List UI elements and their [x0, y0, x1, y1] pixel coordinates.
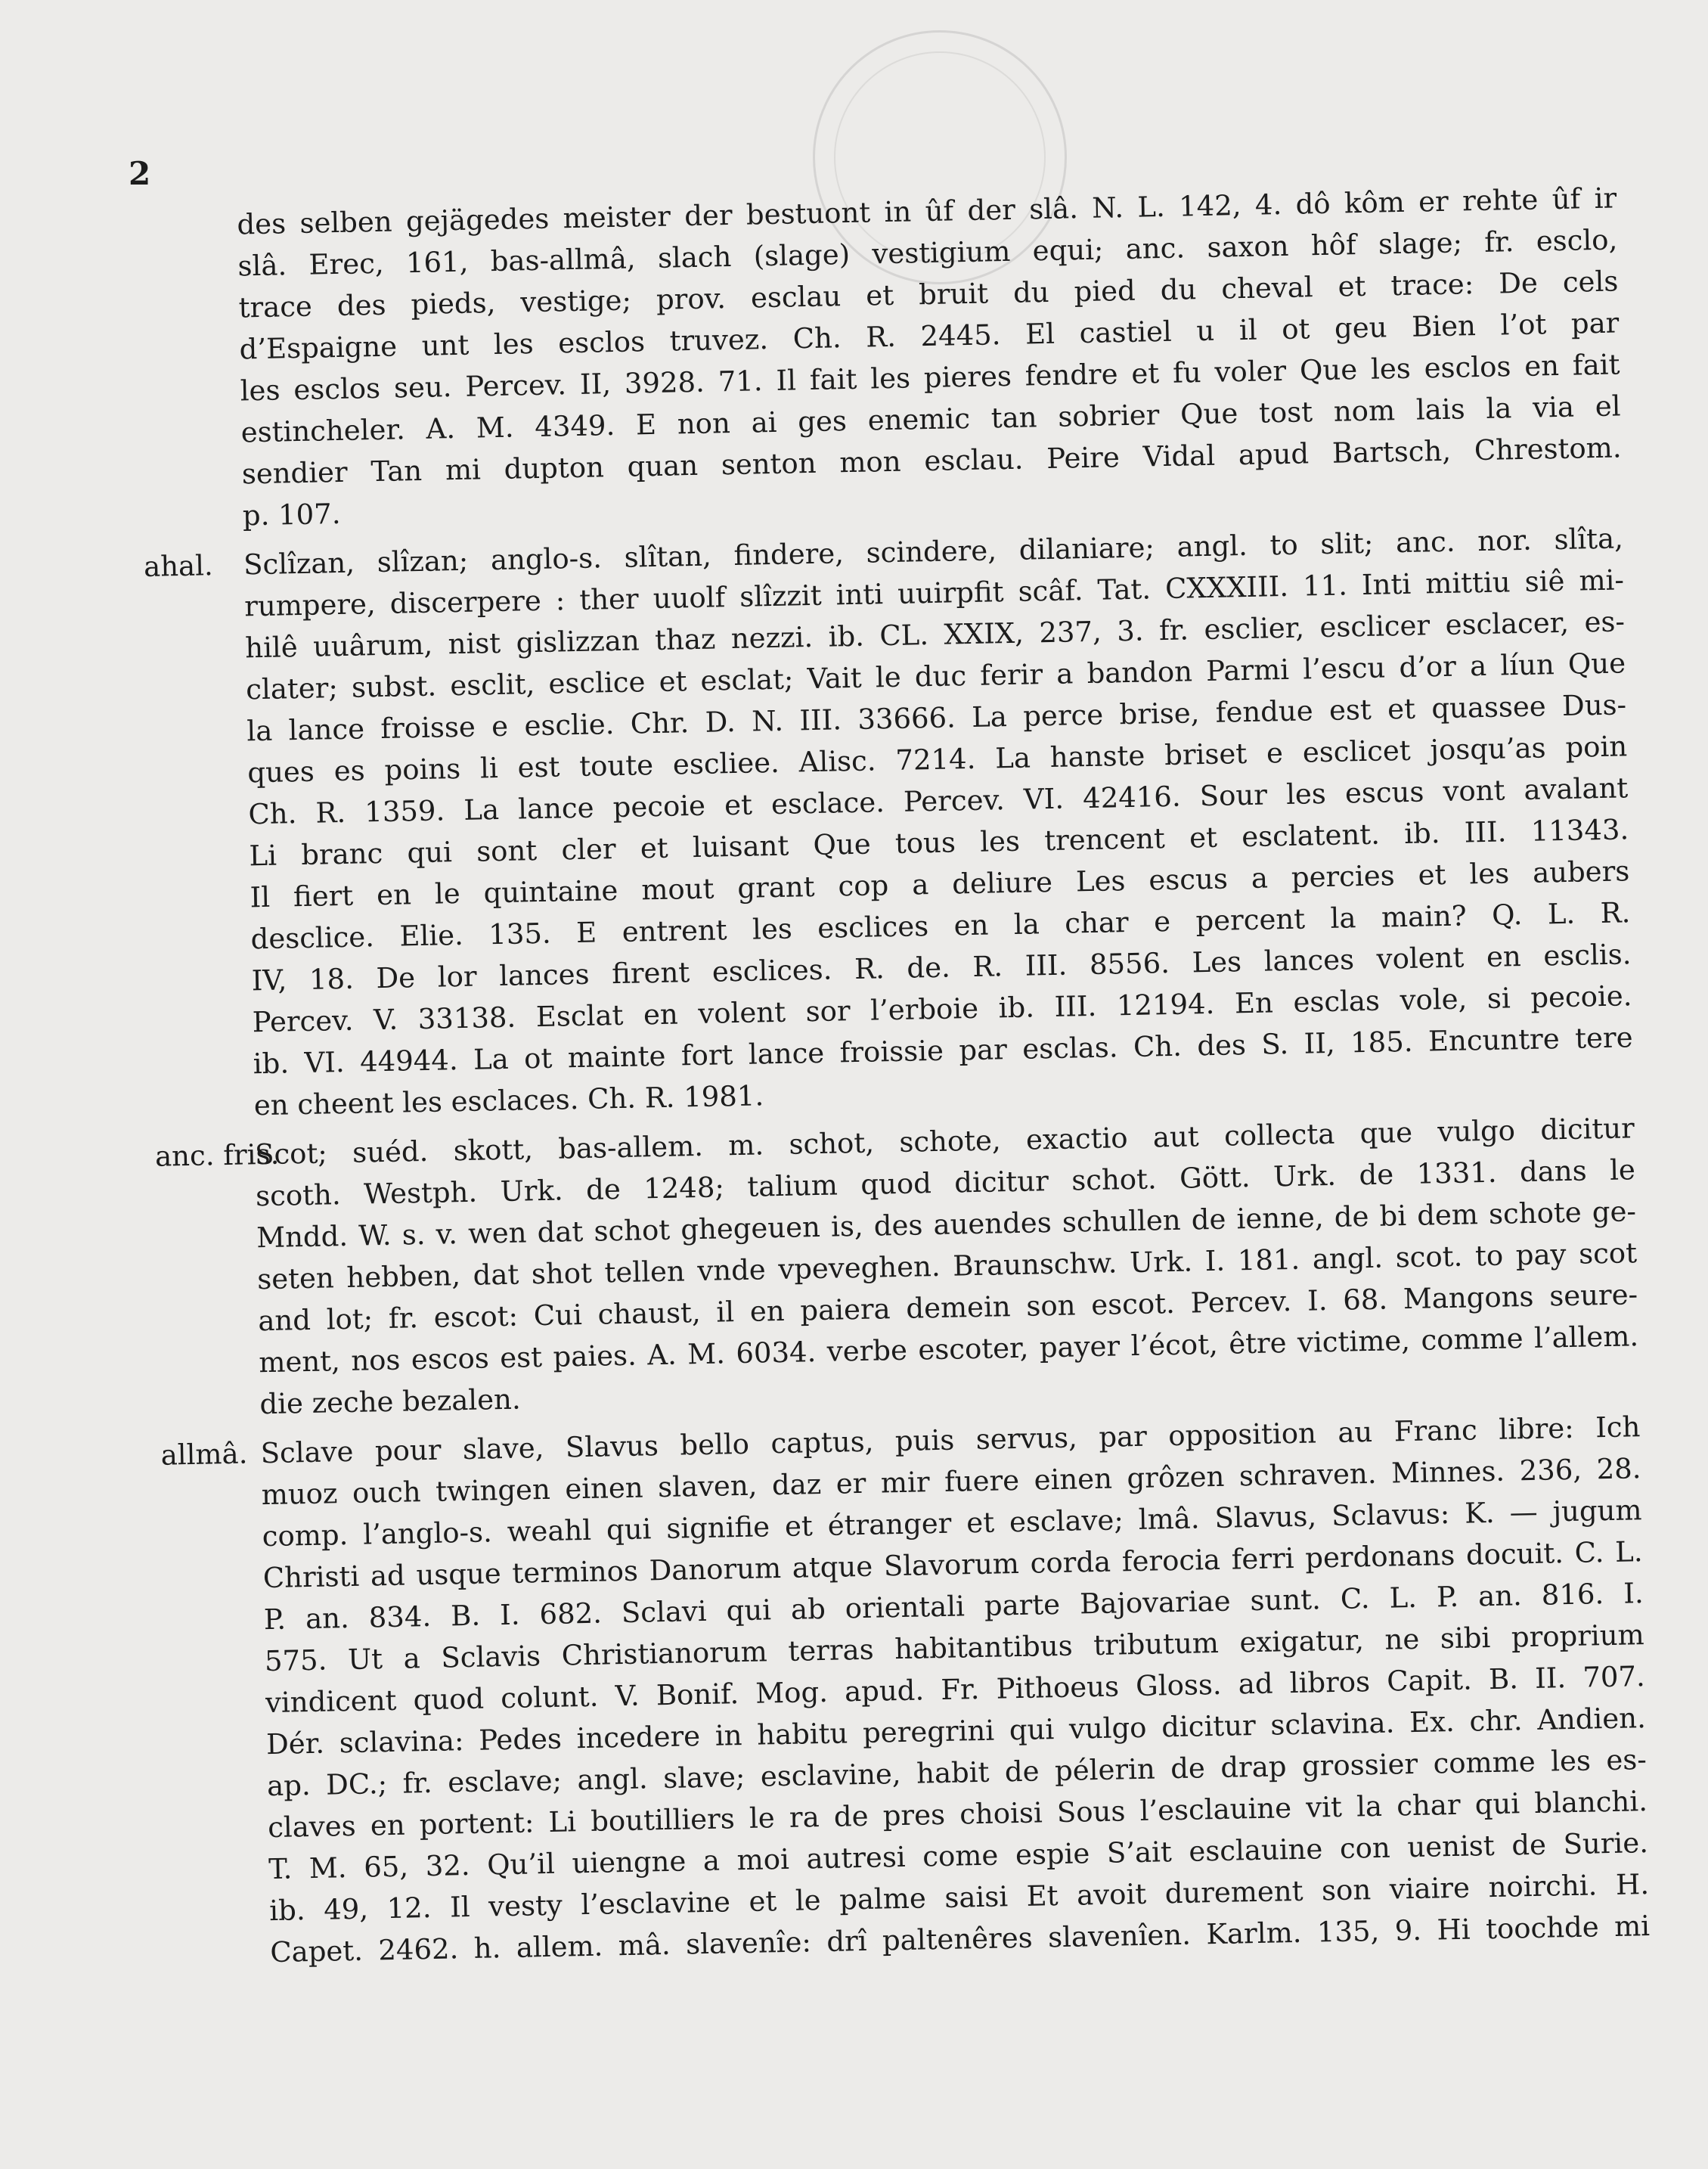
text-line: 575. Ut a Sclavis Christianorum terras habitantibus tributum exigatur, ne sibi proprium: [264, 1618, 1645, 1678]
text-line: des selben gejägedes meister der bestuont in ûf der slâ. N. L. 142, 4. dô kôm er rehte ûf ir: [237, 182, 1617, 241]
text-line: d’Espaigne unt les esclos truvez. Ch. R. 2445. El castiel u il ot geu Bien l’ot par: [239, 306, 1620, 366]
text-line: Christi ad usque terminos Danorum atque Slavorum corda ferocia ferri perdonans docuit. C. L.: [262, 1535, 1643, 1595]
dictionary-entries: [138, 177, 1654, 1975]
text-line: muoz ouch twingen einen slaven, daz er mir fuere einen grôzen schraven. Minnes. 236, 28.: [261, 1452, 1641, 1512]
text-line: estincheler. A. M. 4349. E non ai ges enemic tan sobrier Que tost nom lais la via el: [240, 389, 1621, 449]
text-line: claves en portent: Li boutilliers le ra de pres choisi Sous l’esclauine vit la char qui blanchi.: [267, 1785, 1648, 1845]
text-line: la lance froisse e esclie. Chr. D. N. III. 33666. La perce brise, fendue est et quassee Dus-: [246, 688, 1627, 748]
entry-body: [255, 1107, 1640, 1425]
text-line: desclice. Elie. 135. E entrent les esclices en la char e percent la main? Q. L. R.: [250, 896, 1631, 956]
text-line: Dér. sclavina: Pedes incedere in habitu peregrini qui vulgo dicitur sclavina. Ex. chr. Andien.: [265, 1702, 1647, 1761]
entry-continuation: [138, 177, 1626, 538]
text-line: seten hebben, dat shot tellen vnde vpeveghen. Braunschw. Urk. I. 181. angl. scot. to pay scot: [256, 1237, 1638, 1296]
text-line: and lot; fr. escot: Cui chaust, il en paiera demein son escot. Percev. I. 68. Mangons seure-: [257, 1278, 1638, 1338]
text-line: ib. VI. 44944. La ot mainte fort lance froissie par esclas. Ch. des S. II, 185. Encuntre tere: [253, 1021, 1633, 1081]
text-line: P. an. 834. B. I. 682. Sclavi qui ab orientali parte Bajovariae sunt. C. L. P. an. 816. I.: [263, 1577, 1644, 1637]
text-line: scoth. Westph. Urk. de 1248; talium quod dicitur schot. Gött. Urk. de 1331. dans le: [255, 1153, 1636, 1213]
text-line: Capet. 2462. h. allem. mâ. slavenîe: drî paltenêres slavenîen. Karlm. 135, 9. Hi toochde mi: [269, 1910, 1651, 1969]
text-line: les esclos seu. Percev. II, 3928. 71. Il fait les pieres fendre et fu voler Que les esclos en fait: [240, 348, 1620, 408]
text-line: sendier Tan mi dupton quan senton mon esclau. Peire Vidal apud Bartsch, Chrestom.: [241, 431, 1622, 491]
text-line: IV, 18. De lor lances firent esclices. R. de. R. III. 8556. Les lances volent en esclis.: [251, 938, 1632, 998]
text-line: hilê uuârum, nist gislizzan thaz nezzi. ib. CL. XXIX, 237, 3. fr. esclier, esclicer esclacer, es-: [244, 605, 1626, 665]
entry-sclave: [162, 1406, 1654, 1975]
text-line: Sclîzan, slîzan; anglo-s. slîtan, findere, scindere, dilaniare; angl. to slit; anc. nor. slîta,: [243, 522, 1624, 582]
text-line: p. 107.: [242, 497, 341, 532]
text-line: slâ. Erec, 161, bas-allmâ, slach (slage) vestigium equi; anc. saxon hôf slage; fr. esclo,: [237, 223, 1618, 283]
text-line: die zeche bezalen.: [259, 1382, 522, 1421]
language-label: allmâ.: [160, 1437, 248, 1472]
text-line: en cheent les esclaces. Ch. R. 1981.: [253, 1079, 764, 1122]
text-line: Sclave pour slave, Slavus bello captus, puis servus, par opposition au Franc libre: Ich: [260, 1410, 1641, 1470]
text-line: ap. DC.; fr. esclave; angl. slave; esclavine, habit de pélerin de drap grossier comme les es-: [266, 1743, 1648, 1803]
text-line: ment, nos escos est paies. A. M. 6034. verbe escoter, payer l’écot, être victime, comme l’allem.: [258, 1320, 1639, 1379]
entry-sclizan: [145, 517, 1638, 1128]
entry-scot: [154, 1107, 1644, 1427]
text-line: Ch. R. 1359. La lance pecoie et esclace. Percev. VI. 42416. Sour les escus vont avalant: [248, 771, 1629, 831]
entry-body: [237, 177, 1623, 536]
entry-body: [260, 1406, 1650, 1973]
text-line: trace des pieds, vestige; prov. esclau et bruit du pied du cheval et trace: De cels: [238, 265, 1619, 324]
text-line: Li branc qui sont cler et luisant Que tous les trencent et esclatent. ib. III. 11343.: [249, 813, 1629, 873]
text-line: Mndd. W. s. v. wen dat schot ghegeuen is, des auendes schullen de ienne, de bi dem schote ge-: [256, 1195, 1637, 1255]
text-line: Scot; suéd. skott, bas-allem. m. schot, schote, exactio aut collecta que vulgo dicitur: [254, 1112, 1635, 1171]
language-label: anc. fris.: [154, 1137, 280, 1173]
text-line: vindicent quod colunt. V. Bonif. Mog. apud. Fr. Pithoeus Gloss. ad libros Capit. B. II. 707.: [265, 1660, 1646, 1720]
text-line: ques es poins li est toute escliee. Alisc. 7214. La hanste briset e esclicet josqu’as poin: [247, 730, 1628, 790]
text-line: Percev. V. 33138. Esclat en volent sor l’erboie ib. III. 12194. En esclas vole, si pecoie.: [252, 979, 1632, 1039]
text-line: clater; subst. esclit, esclice et esclat; Vait le duc ferir a bandon Parmi l’escu d’or a líun Que: [245, 647, 1626, 706]
text-line: Il fiert en le quintaine mout grant cop a deliure Les escus a percies et les aubers: [250, 855, 1630, 914]
page-number: 2: [129, 155, 151, 192]
text-line: T. M. 65, 32. Qu’il uiengne a moi autresi come espie S’ait esclauine con uenist de Surie.: [268, 1826, 1649, 1886]
language-label: ahal.: [143, 549, 214, 583]
entry-body: [243, 517, 1634, 1126]
text-line: ib. 49, 12. Il vesty l’esclavine et le palme saisi Et avoit durement son viaire noirchi. H.: [268, 1868, 1650, 1928]
text-line: comp. l’anglo-s. weahl qui signifie et étranger et esclave; lmâ. Slavus, Sclavus: K. — jugum: [262, 1494, 1642, 1553]
text-line: rumpere, discerpere : ther uuolf slîzzit inti uuirpfit scâf. Tat. CXXXIII. 11. Inti mittiu siê mi-: [243, 563, 1625, 623]
